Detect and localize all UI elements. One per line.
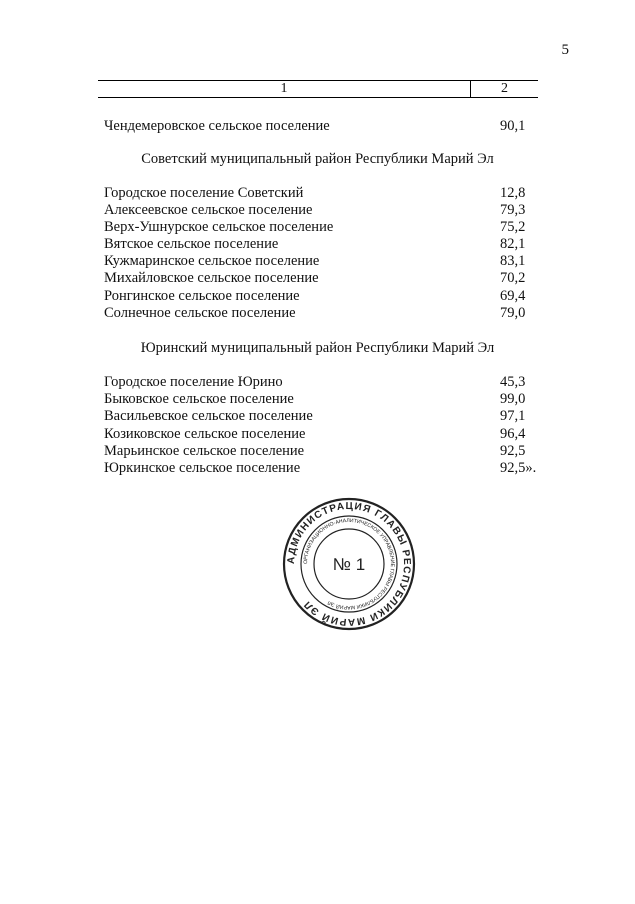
settlement-value: 79,3	[500, 202, 526, 218]
settlement-name: Ронгинское сельское поселение	[104, 288, 300, 304]
column-number-1: 1	[280, 81, 288, 96]
column-number-2: 2	[501, 81, 508, 96]
settlement-value: 83,1	[500, 253, 526, 269]
settlement-value: 82,1	[500, 236, 526, 252]
settlement-name: Михайловское сельское поселение	[104, 270, 319, 286]
table-row	[104, 118, 534, 135]
official-stamp	[282, 497, 416, 631]
table-row	[104, 443, 534, 460]
settlement-name: Юркинское сельское поселение	[104, 460, 301, 476]
settlement-value: 45,3	[500, 374, 526, 390]
settlement-value: 99,0	[500, 391, 526, 407]
stamp-outer-text: АДМИНИСТРАЦИЯ ГЛАВЫ РЕСПУБЛИКИ МАРИЙ ЭЛ	[285, 500, 413, 628]
settlement-value: 12,8	[500, 185, 526, 201]
settlement-name: Солнечное сельское поселение	[104, 305, 296, 321]
table-row	[104, 305, 534, 322]
table-row	[104, 253, 534, 270]
table-row	[104, 460, 537, 477]
table-row	[104, 202, 534, 219]
table-row	[104, 391, 534, 408]
table-row	[104, 408, 534, 425]
header-rule-bottom	[98, 97, 538, 98]
settlement-name: Чендемеровское сельское поселение	[104, 118, 330, 134]
settlement-name: Васильевское сельское поселение	[104, 408, 313, 424]
table-row	[104, 236, 534, 253]
page-number: 5	[561, 42, 569, 58]
table-row	[104, 374, 534, 391]
settlement-value: 92,5».	[500, 460, 537, 476]
settlement-name: Городское поселение Советский	[104, 185, 304, 201]
table-row	[104, 185, 534, 202]
district-heading: Советский муниципальный район Республики Марий Эл	[141, 151, 494, 167]
settlement-name: Верх-Ушнурское сельское поселение	[104, 219, 334, 235]
settlement-name: Алексеевское сельское поселение	[104, 202, 313, 218]
table-row	[104, 288, 534, 305]
settlement-value: 96,4	[500, 426, 526, 442]
settlement-value: 92,5	[500, 443, 526, 459]
table-column-header	[98, 80, 538, 98]
settlement-name: Быковское сельское поселение	[104, 391, 294, 407]
settlement-name: Городское поселение Юрино	[104, 374, 283, 390]
stamp-number: № 1	[332, 555, 366, 574]
settlement-value: 79,0	[500, 305, 526, 321]
stamp-inner-text: ОРГАНИЗАЦИОННО-АНАЛИТИЧЕСКОЕ УПРАВЛЕНИЕ ГЛАВЫ РЕСПУБЛИКИ МАРИЙ ЭЛ	[302, 517, 396, 611]
table-row	[104, 270, 534, 287]
settlement-name: Кужмаринское сельское поселение	[104, 253, 320, 269]
settlement-name: Вятское сельское поселение	[104, 236, 279, 252]
settlement-value: 97,1	[500, 408, 526, 424]
table-row	[104, 426, 534, 443]
settlement-name: Марьинское сельское поселение	[104, 443, 305, 459]
table-row	[104, 219, 534, 236]
settlement-value: 69,4	[500, 288, 526, 304]
settlement-name: Козиковское сельское поселение	[104, 426, 306, 442]
district-heading: Юринский муниципальный район Республики Марий Эл	[140, 340, 495, 356]
settlement-value: 90,1	[500, 118, 526, 134]
settlement-value: 75,2	[500, 219, 526, 235]
settlement-value: 70,2	[500, 270, 526, 286]
